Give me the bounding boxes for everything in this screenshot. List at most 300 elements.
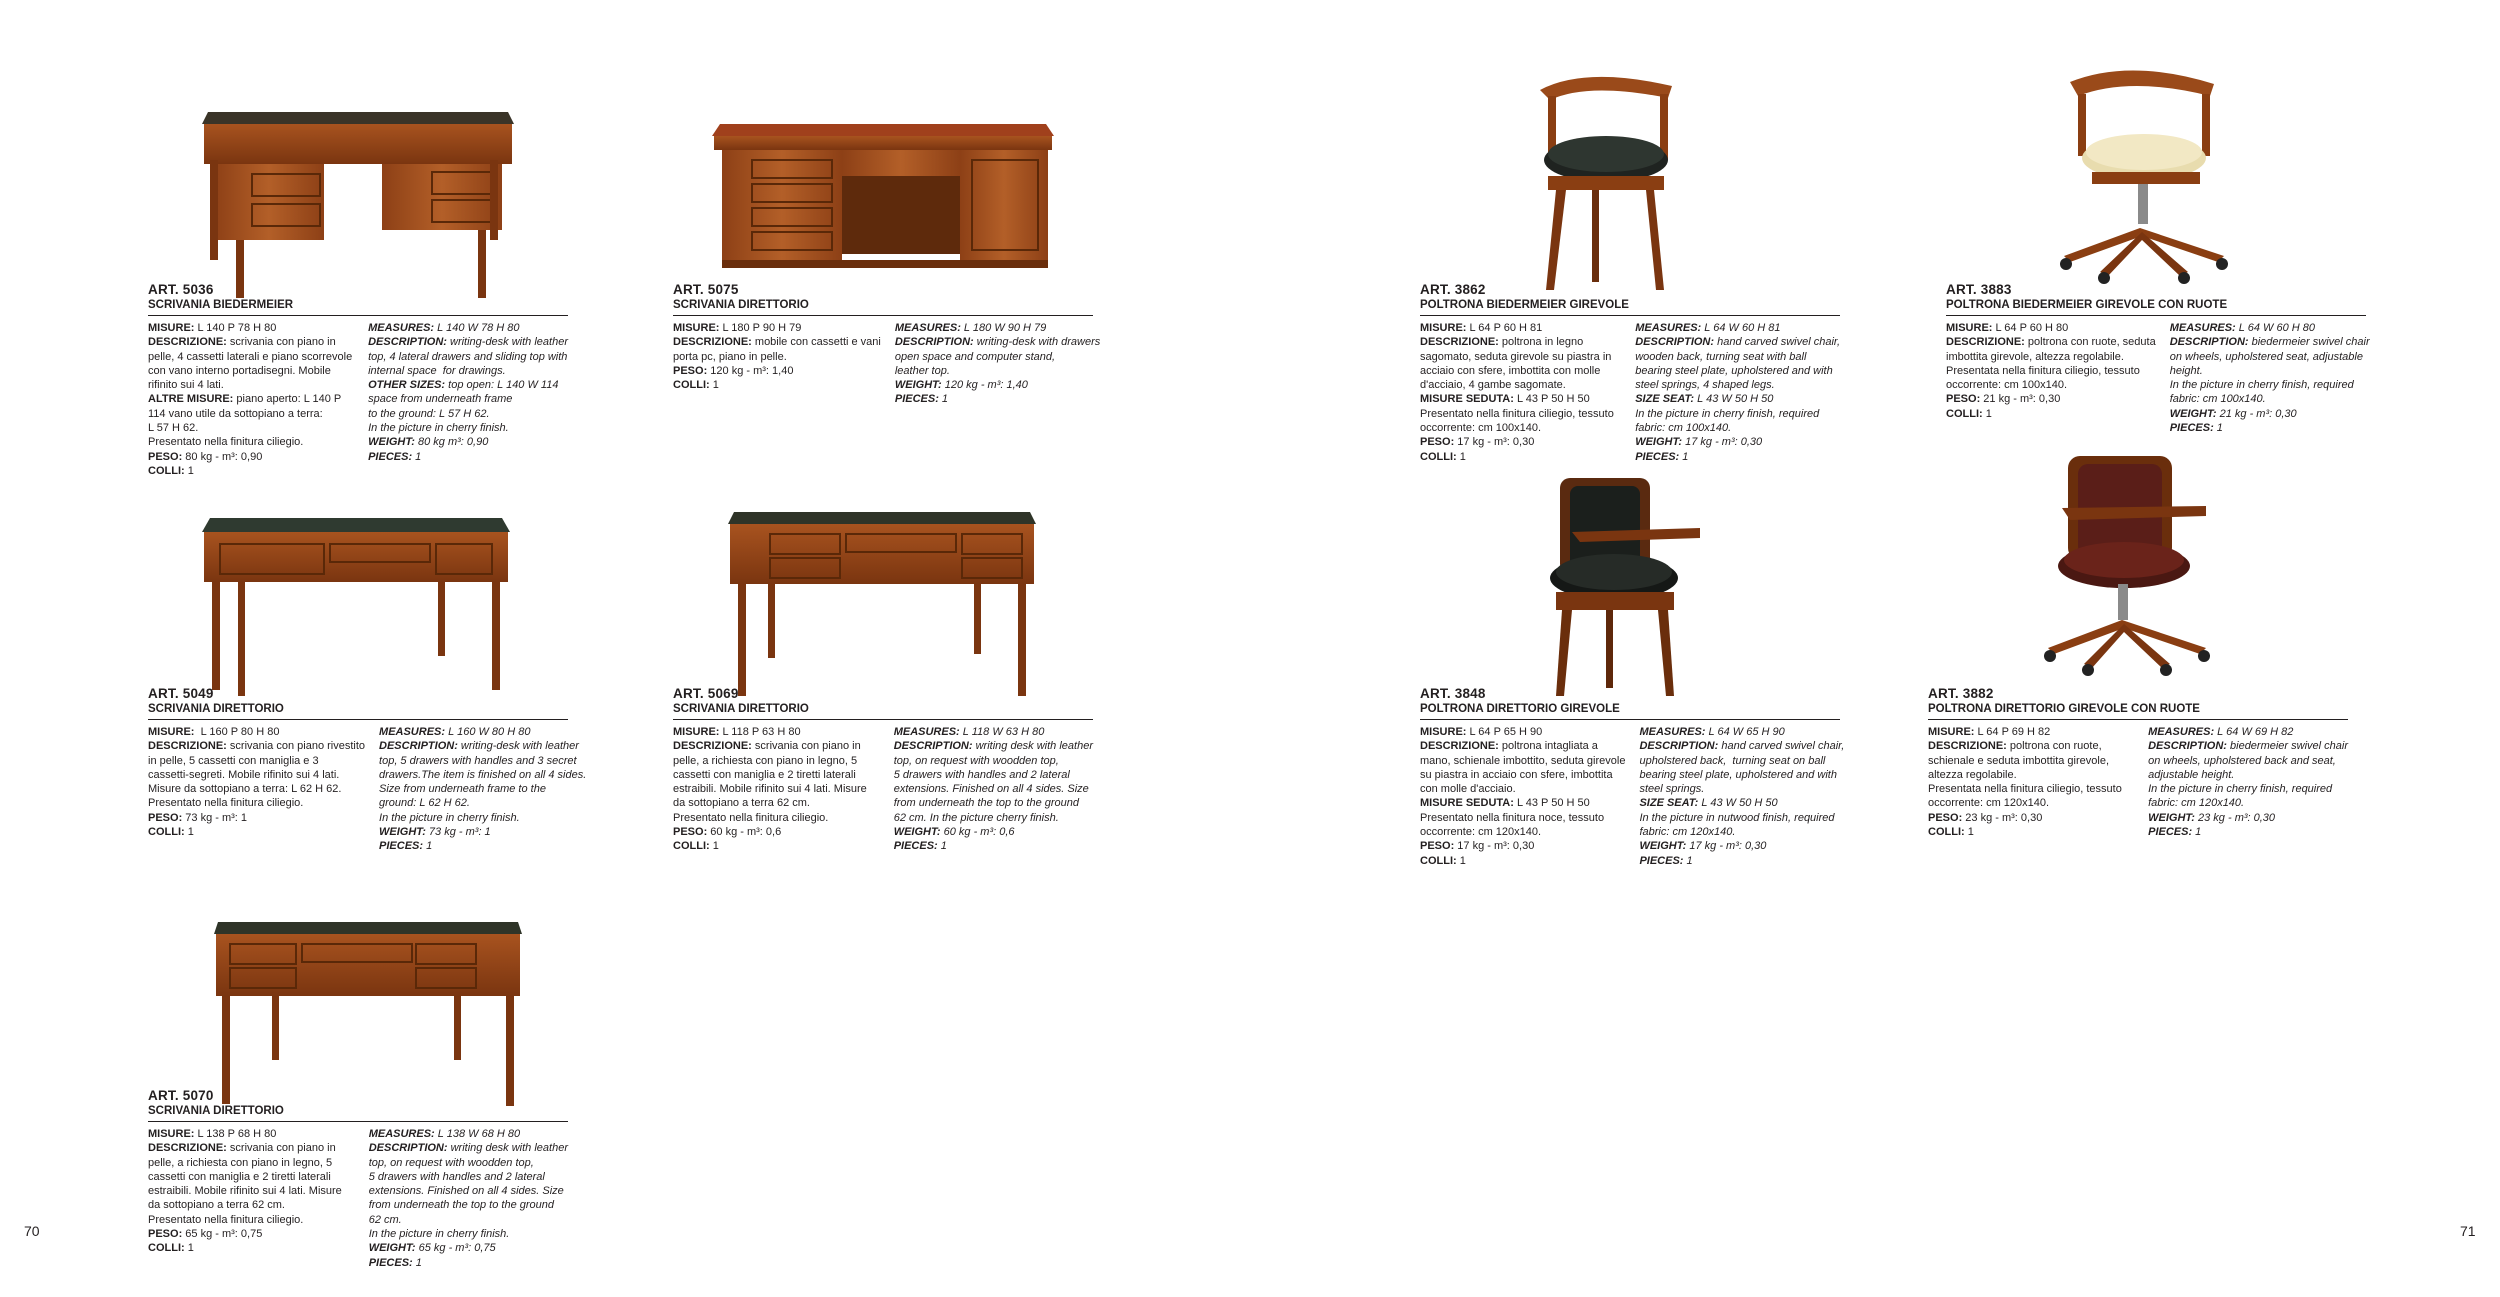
spec-text: L 140 W 78 H 80	[434, 322, 520, 334]
spec-line	[368, 364, 568, 378]
spec-text: wooden back, turning seat with ball	[1635, 350, 1807, 363]
spec-line	[1928, 796, 2134, 810]
spec-text: hand carved swivel chair,	[1714, 336, 1840, 349]
spec-line	[2170, 407, 2370, 421]
spec-text: to the ground: L 57 H 62.	[368, 407, 490, 420]
spec-text: upholstered back, turning seat on ball	[1639, 754, 1826, 767]
spec-text: rifinito sui 4 lati.	[148, 379, 224, 392]
spec-it	[148, 725, 365, 854]
spec-label: DESCRIZIONE:	[148, 740, 227, 753]
spec-label: MEASURES:	[2148, 726, 2215, 738]
spec-label: PIECES:	[2169, 422, 2214, 435]
spec-text: L 64 P 69 H 82	[1974, 726, 2051, 738]
spec-text: writing desk with leather	[447, 1142, 568, 1155]
spec-text: L 118 W 63 H 80	[959, 726, 1045, 738]
spec-text: in pelle, 5 cassetti con maniglia e 3	[148, 754, 319, 767]
spec-text: 60 kg - m³: 0,6	[707, 826, 782, 839]
spec-text: poltrona con ruote,	[2006, 740, 2102, 753]
spec-label: MISURE:	[148, 322, 195, 334]
spec-line	[1420, 335, 1621, 349]
spec-line	[1420, 754, 1625, 768]
spec-text: 1	[1982, 407, 1992, 420]
spec-text: Presentata nella finitura ciliegio, tessuto	[1928, 783, 2122, 796]
spec-line	[1635, 392, 1840, 406]
chair-3862-image	[1540, 77, 1672, 290]
spec-line	[148, 825, 365, 839]
spec-it	[673, 725, 880, 854]
spec-line	[368, 421, 568, 435]
spec-line	[148, 321, 354, 335]
spec-text: writing desk with leather	[972, 740, 1093, 753]
spec-en	[2170, 321, 2370, 435]
spec-text: height.	[2169, 364, 2203, 377]
spec-label: PIECES:	[894, 393, 939, 406]
spec-label: DESCRIZIONE:	[1928, 740, 2007, 753]
spec-line	[1639, 796, 1844, 810]
spec-text: scrivania con piano in	[226, 1142, 336, 1155]
spec-text: bearing steel plate, upholstered and with	[1635, 364, 1833, 377]
spec-line	[1639, 839, 1844, 853]
spec-line	[673, 725, 880, 739]
spec-line	[894, 754, 1093, 768]
spec-line	[894, 811, 1093, 825]
spec-text: sagomato, seduta girevole su piastra in	[1420, 350, 1612, 363]
spec-text: adjustable height.	[2148, 768, 2235, 781]
spec-text: su piastra in acciaio con sfere, imbottita	[1420, 768, 1613, 781]
spec-en	[1639, 725, 1844, 868]
spec-line	[673, 825, 880, 839]
spec-line	[1420, 839, 1625, 853]
spec-line	[369, 1184, 568, 1198]
spec-line	[673, 321, 881, 335]
spec-label: DESCRIPTION:	[1635, 336, 1715, 349]
product-name: POLTRONA BIEDERMEIER GIREVOLE CON RUOTE	[1946, 298, 2366, 316]
spec-text: Presentato nella finitura ciliegio.	[673, 811, 829, 824]
spec-text: internal space for drawings.	[368, 364, 506, 377]
spec-label: MEASURES:	[1635, 322, 1702, 334]
spec-label: MISURE SEDUTA:	[1420, 393, 1514, 406]
spec-line	[1420, 725, 1625, 739]
spec-label: PESO:	[1928, 811, 1963, 824]
spec-text: Presentata nella finitura ciliegio, tessuto	[1946, 364, 2140, 377]
spec-line	[1928, 725, 2134, 739]
spec-label: PESO:	[148, 811, 183, 824]
spec-text: ground: L 62 H 62.	[379, 797, 470, 810]
spec-text: L 64 W 60 H 81	[1701, 322, 1781, 334]
product-card-5036	[148, 282, 568, 478]
spec-line	[369, 1256, 568, 1270]
spec-line	[148, 464, 354, 478]
spec-text: L 138 W 68 H 80	[434, 1128, 521, 1140]
spec-label: DESCRIPTION:	[2148, 740, 2227, 753]
spec-en	[1635, 321, 1840, 464]
spec-label: PIECES:	[1639, 854, 1684, 867]
spec-line	[2170, 364, 2370, 378]
spec-line	[1946, 392, 2156, 406]
spec-text: 1	[938, 393, 949, 406]
spec-text: In the picture in cherry finish, required	[1635, 407, 1820, 420]
spec-line	[369, 1241, 568, 1255]
spec-line	[673, 782, 880, 796]
spec-line	[2148, 796, 2348, 810]
spec-en	[2148, 725, 2348, 839]
spec-text: Presentato nella finitura ciliegio.	[148, 797, 304, 810]
spec-text: 23 kg - m³: 0,30	[1962, 811, 2043, 824]
spec-line	[148, 811, 365, 825]
spec-line	[1635, 407, 1840, 421]
spec-text: 62 cm.	[368, 1213, 402, 1226]
spec-label: WEIGHT:	[2148, 811, 2195, 824]
spec-text: fabric: cm 100x140.	[1635, 422, 1732, 435]
spec-text: mobile con cassetti e vani	[751, 336, 881, 349]
spec-text: 1	[2213, 422, 2223, 435]
spec-text: scrivania con piano rivestito	[226, 740, 366, 753]
spec-label: DESCRIPTION:	[368, 1142, 448, 1155]
spec-line	[379, 782, 586, 796]
spec-text: 1	[423, 840, 433, 853]
spec-label: MEASURES:	[379, 726, 446, 738]
chair-3883-image	[2060, 70, 2228, 284]
spec-line	[1635, 335, 1840, 349]
spec-label: MISURE SEDUTA:	[1420, 797, 1514, 810]
spec-line	[379, 825, 586, 839]
spec-text: da sottopiano a terra 62 cm.	[148, 1199, 285, 1212]
spec-it	[148, 321, 354, 478]
spec-line	[1639, 725, 1844, 739]
product-code: ART. 5070	[148, 1088, 214, 1103]
spec-it	[1928, 725, 2134, 839]
spec-line	[673, 350, 881, 364]
spec-line	[1946, 378, 2156, 392]
spec-text: 1	[1964, 826, 1974, 839]
spec-text: L 43 P 50 H 50	[1513, 797, 1590, 810]
spec-line	[1635, 421, 1840, 435]
chair-3848-image	[1550, 478, 1700, 696]
spec-text: leather top.	[894, 364, 950, 377]
spec-text: L 118 P 63 H 80	[719, 726, 801, 738]
spec-text: L 64 W 60 H 80	[2235, 322, 2316, 334]
spec-label: COLLI:	[148, 464, 185, 477]
spec-text: L 138 P 68 H 80	[194, 1128, 277, 1140]
spec-text: L 140 P 78 H 80	[194, 322, 277, 334]
spec-label: MISURE:	[673, 726, 720, 738]
spec-text: on wheels, upholstered back and seat,	[2148, 754, 2336, 767]
spec-label: MEASURES:	[893, 726, 960, 738]
spec-label: WEIGHT:	[2169, 407, 2217, 420]
spec-label: COLLI:	[1946, 407, 1983, 420]
desk-5036-image	[202, 112, 514, 298]
spec-text: 73 kg - m³: 1	[425, 826, 491, 839]
spec-text: Misure da sottopiano a terra: L 62 H 62.	[148, 783, 342, 796]
spec-text: cassetti con maniglia e 2 tiretti laterali	[673, 768, 856, 781]
spec-line	[1420, 854, 1625, 868]
spec-label: COLLI:	[1420, 450, 1457, 463]
spec-label: DESCRIZIONE:	[673, 740, 752, 753]
spec-line	[1635, 350, 1840, 364]
spec-text: In the picture in cherry finish, required	[2169, 379, 2354, 392]
spec-en	[368, 321, 568, 478]
spec-text: In the picture in nutwood finish, required	[1639, 811, 1835, 824]
product-card-3882	[1928, 686, 2348, 839]
spec-line	[148, 1141, 355, 1155]
product-code: ART. 5069	[673, 686, 739, 701]
spec-text: scrivania con piano in	[751, 740, 861, 753]
spec-line	[148, 768, 365, 782]
spec-label: SIZE SEAT:	[1635, 393, 1695, 406]
spec-line	[1420, 321, 1621, 335]
product-name: POLTRONA BIEDERMEIER GIREVOLE	[1420, 298, 1840, 316]
spec-text: occorrente: cm 120x140.	[1420, 826, 1542, 839]
spec-text: from underneath the top to the ground	[893, 797, 1080, 810]
spec-text: 1	[184, 1242, 194, 1255]
spec-text: fabric: cm 120x140.	[1639, 826, 1736, 839]
spec-text: L 43 P 50 H 50	[1513, 393, 1590, 406]
spec-label: MEASURES:	[2169, 322, 2236, 334]
spec-text: 1	[1456, 854, 1466, 867]
spec-line	[2170, 321, 2370, 335]
spec-line	[148, 782, 365, 796]
spec-text: 1	[184, 826, 194, 839]
spec-text: occorrente: cm 100x140.	[1420, 422, 1542, 435]
spec-line	[673, 839, 880, 853]
spec-label: COLLI:	[1420, 854, 1457, 867]
spec-line	[2148, 825, 2348, 839]
spec-text: Presentato nella finitura ciliegio.	[148, 436, 304, 449]
spec-line	[368, 335, 568, 349]
spec-label: DESCRIZIONE:	[1946, 336, 2025, 349]
spec-text: 21 kg - m³: 0,30	[2216, 407, 2297, 420]
spec-label: COLLI:	[673, 379, 710, 392]
spec-line	[894, 725, 1093, 739]
product-card-5069	[673, 686, 1093, 854]
spec-line	[1946, 335, 2156, 349]
spec-line	[148, 1241, 355, 1255]
spec-line	[1928, 782, 2134, 796]
spec-text: In the picture in cherry finish.	[368, 422, 509, 435]
spec-line	[148, 1213, 355, 1227]
spec-text: L 57 H 62.	[148, 422, 199, 435]
spec-text: top, 5 drawers with handles and 3 secret	[379, 754, 577, 767]
spec-label: COLLI:	[1928, 826, 1965, 839]
spec-it	[673, 321, 881, 407]
spec-text: 1	[1456, 450, 1466, 463]
product-code: ART. 5075	[673, 282, 739, 297]
spec-line	[2170, 421, 2370, 435]
spec-label: MEASURES:	[1639, 726, 1706, 738]
spec-text: writing-desk with leather	[446, 336, 568, 349]
spec-label: PESO:	[673, 826, 708, 839]
spec-text: porta pc, piano in pelle.	[673, 350, 787, 363]
spec-line	[1635, 435, 1840, 449]
spec-text: 23 kg - m³: 0,30	[2194, 811, 2276, 824]
spec-text: Presentato nella finitura ciliegio.	[148, 1213, 304, 1226]
spec-text: 1	[709, 840, 719, 853]
product-code: ART. 5036	[148, 282, 214, 297]
spec-label: DESCRIZIONE:	[1420, 740, 1499, 753]
spec-label: DESCRIPTION:	[368, 336, 447, 349]
spec-text: L 64 W 65 H 90	[1705, 726, 1785, 738]
spec-label: WEIGHT:	[894, 379, 942, 392]
spec-line	[673, 796, 880, 810]
spec-text: top, on request with woodden top,	[893, 754, 1059, 767]
spec-text: drawers.The item is finished on all 4 sides.	[379, 768, 587, 781]
spec-line	[148, 350, 354, 364]
spec-line	[895, 392, 1100, 406]
spec-text: 80 kg - m³: 0,90	[182, 450, 263, 463]
spec-label: ALTRE MISURE:	[148, 393, 234, 406]
spec-text: estraibili. Mobile rifinito sui 4 lati. Misure	[148, 1185, 342, 1198]
spec-line	[1639, 739, 1844, 753]
spec-text: steel springs.	[1639, 783, 1705, 796]
spec-line	[368, 321, 568, 335]
spec-line	[1946, 321, 2156, 335]
spec-line	[369, 1213, 568, 1227]
spec-text: occorrente: cm 120x140.	[1928, 797, 2050, 810]
spec-line	[1928, 739, 2134, 753]
spec-text: piano aperto: L 140 P	[233, 393, 342, 406]
spec-text: occorrente: cm 100x140.	[1946, 379, 2068, 392]
spec-label: COLLI:	[148, 826, 185, 839]
spec-line	[1420, 364, 1621, 378]
spec-label: WEIGHT:	[368, 436, 415, 449]
spec-line	[1420, 796, 1625, 810]
spec-text: Presentato nella finitura ciliegio, tessuto	[1420, 407, 1614, 420]
desk-5070-image	[214, 922, 522, 1106]
spec-line	[148, 435, 354, 449]
spec-text: 17 kg - m³: 0,30	[1454, 436, 1535, 449]
spec-text: open space and computer stand,	[894, 350, 1056, 363]
spec-label: MISURE:	[1946, 322, 1993, 334]
spec-line	[148, 1170, 355, 1184]
spec-label: DESCRIZIONE:	[673, 336, 752, 349]
spec-en	[894, 725, 1093, 854]
spec-line	[2170, 378, 2370, 392]
spec-label: WEIGHT:	[368, 1242, 416, 1255]
spec-line	[673, 364, 881, 378]
spec-text: 60 kg - m³: 0,6	[940, 826, 1015, 839]
spec-text: bearing steel plate, upholstered and with	[1639, 768, 1837, 781]
product-name: SCRIVANIA DIRETTORIO	[673, 298, 1093, 316]
spec-line	[1420, 378, 1621, 392]
spec-text: L 43 W 50 H 50	[1694, 393, 1774, 406]
spec-line	[379, 811, 586, 825]
spec-text: estraibili. Mobile rifinito sui 4 lati. Misure	[673, 783, 867, 796]
product-code: ART. 5049	[148, 686, 214, 701]
spec-line	[369, 1141, 568, 1155]
spec-text: 1	[1683, 854, 1693, 867]
spec-line	[368, 392, 568, 406]
spec-line	[1420, 825, 1625, 839]
spec-line	[2148, 725, 2348, 739]
spec-it	[1946, 321, 2156, 435]
spec-line	[148, 725, 365, 739]
spec-text: In the picture in cherry finish, required	[2148, 783, 2333, 796]
spec-text: steel springs, 4 shaped legs.	[1635, 379, 1775, 392]
spec-line	[1420, 421, 1621, 435]
spec-text: da sottopiano a terra 62 cm.	[673, 797, 810, 810]
spec-label: MEASURES:	[894, 322, 961, 334]
spec-line	[379, 739, 586, 753]
product-code: ART. 3882	[1928, 686, 1994, 701]
spec-text: con molle d'acciaio.	[1420, 783, 1516, 796]
spec-line	[148, 378, 354, 392]
spec-line	[379, 725, 586, 739]
spec-line	[673, 811, 880, 825]
spec-line	[1635, 378, 1840, 392]
spec-line	[1928, 811, 2134, 825]
page-number-right: 71	[2460, 1223, 2476, 1239]
spec-label: PIECES:	[368, 450, 413, 463]
spec-label: DESCRIPTION:	[1639, 740, 1719, 753]
spec-label: DESCRIZIONE:	[148, 336, 227, 349]
spec-line	[673, 335, 881, 349]
spec-text: L 180 W 90 H 79	[960, 322, 1047, 334]
spec-line	[895, 350, 1100, 364]
spec-text: L 180 P 90 H 79	[719, 322, 802, 334]
spec-line	[1420, 450, 1621, 464]
spec-text: cassetti con maniglia e 2 tiretti laterali	[148, 1170, 331, 1183]
spec-label: PIECES:	[379, 840, 424, 853]
spec-text: 1	[709, 379, 719, 392]
spec-text: Presentato nella finitura noce, tessuto	[1420, 811, 1605, 824]
spec-text: 62 cm. In the picture cherry finish.	[893, 811, 1059, 824]
spec-line	[1639, 825, 1844, 839]
spec-line	[1928, 754, 2134, 768]
spec-text: 1	[2192, 826, 2202, 839]
spec-line	[894, 768, 1093, 782]
spec-line	[148, 1184, 355, 1198]
spec-text: L 64 P 60 H 80	[1992, 322, 2069, 334]
spec-line	[1639, 782, 1844, 796]
spec-text: poltrona con ruote, seduta	[2024, 336, 2156, 349]
spec-it	[1420, 321, 1621, 464]
spec-line	[673, 768, 880, 782]
spec-text: 73 kg - m³: 1	[182, 811, 248, 824]
spec-label: MISURE:	[673, 322, 720, 334]
spec-label: DESCRIZIONE:	[1420, 336, 1499, 349]
spec-label: DESCRIPTION:	[894, 336, 974, 349]
product-card-5049	[148, 686, 587, 854]
spec-text: imbottita girevole, altezza regolabile.	[1946, 350, 2124, 363]
spec-label: MISURE:	[148, 726, 195, 738]
spec-line	[1946, 364, 2156, 378]
spec-label: PIECES:	[893, 840, 938, 853]
product-name: SCRIVANIA DIRETTORIO	[148, 1104, 568, 1122]
spec-line	[2148, 739, 2348, 753]
spec-text: 120 kg - m³: 1,40	[707, 364, 794, 377]
spec-line	[2148, 768, 2348, 782]
spec-label: PIECES:	[1635, 450, 1680, 463]
spec-line	[1928, 768, 2134, 782]
product-card-3848	[1420, 686, 1845, 868]
spec-label: WEIGHT:	[1635, 436, 1683, 449]
spec-line	[148, 364, 354, 378]
spec-line	[148, 421, 354, 435]
spec-line	[379, 796, 586, 810]
spec-text: L 160 P 80 H 80	[194, 726, 280, 738]
spec-text: pelle, a richiesta con piano in legno, 5	[673, 754, 858, 767]
spec-line	[1420, 392, 1621, 406]
spec-label: MEASURES:	[368, 322, 435, 334]
product-name: POLTRONA DIRETTORIO GIREVOLE	[1420, 702, 1840, 720]
spec-line	[2170, 335, 2370, 349]
spec-line	[1635, 321, 1840, 335]
spec-en	[369, 1127, 568, 1270]
spec-text: writing-desk with drawers	[973, 336, 1101, 349]
spec-label: COLLI:	[148, 1242, 185, 1255]
spec-text: 5 drawers with handles and 2 lateral	[893, 768, 1070, 781]
desk-5069-image	[728, 512, 1036, 696]
